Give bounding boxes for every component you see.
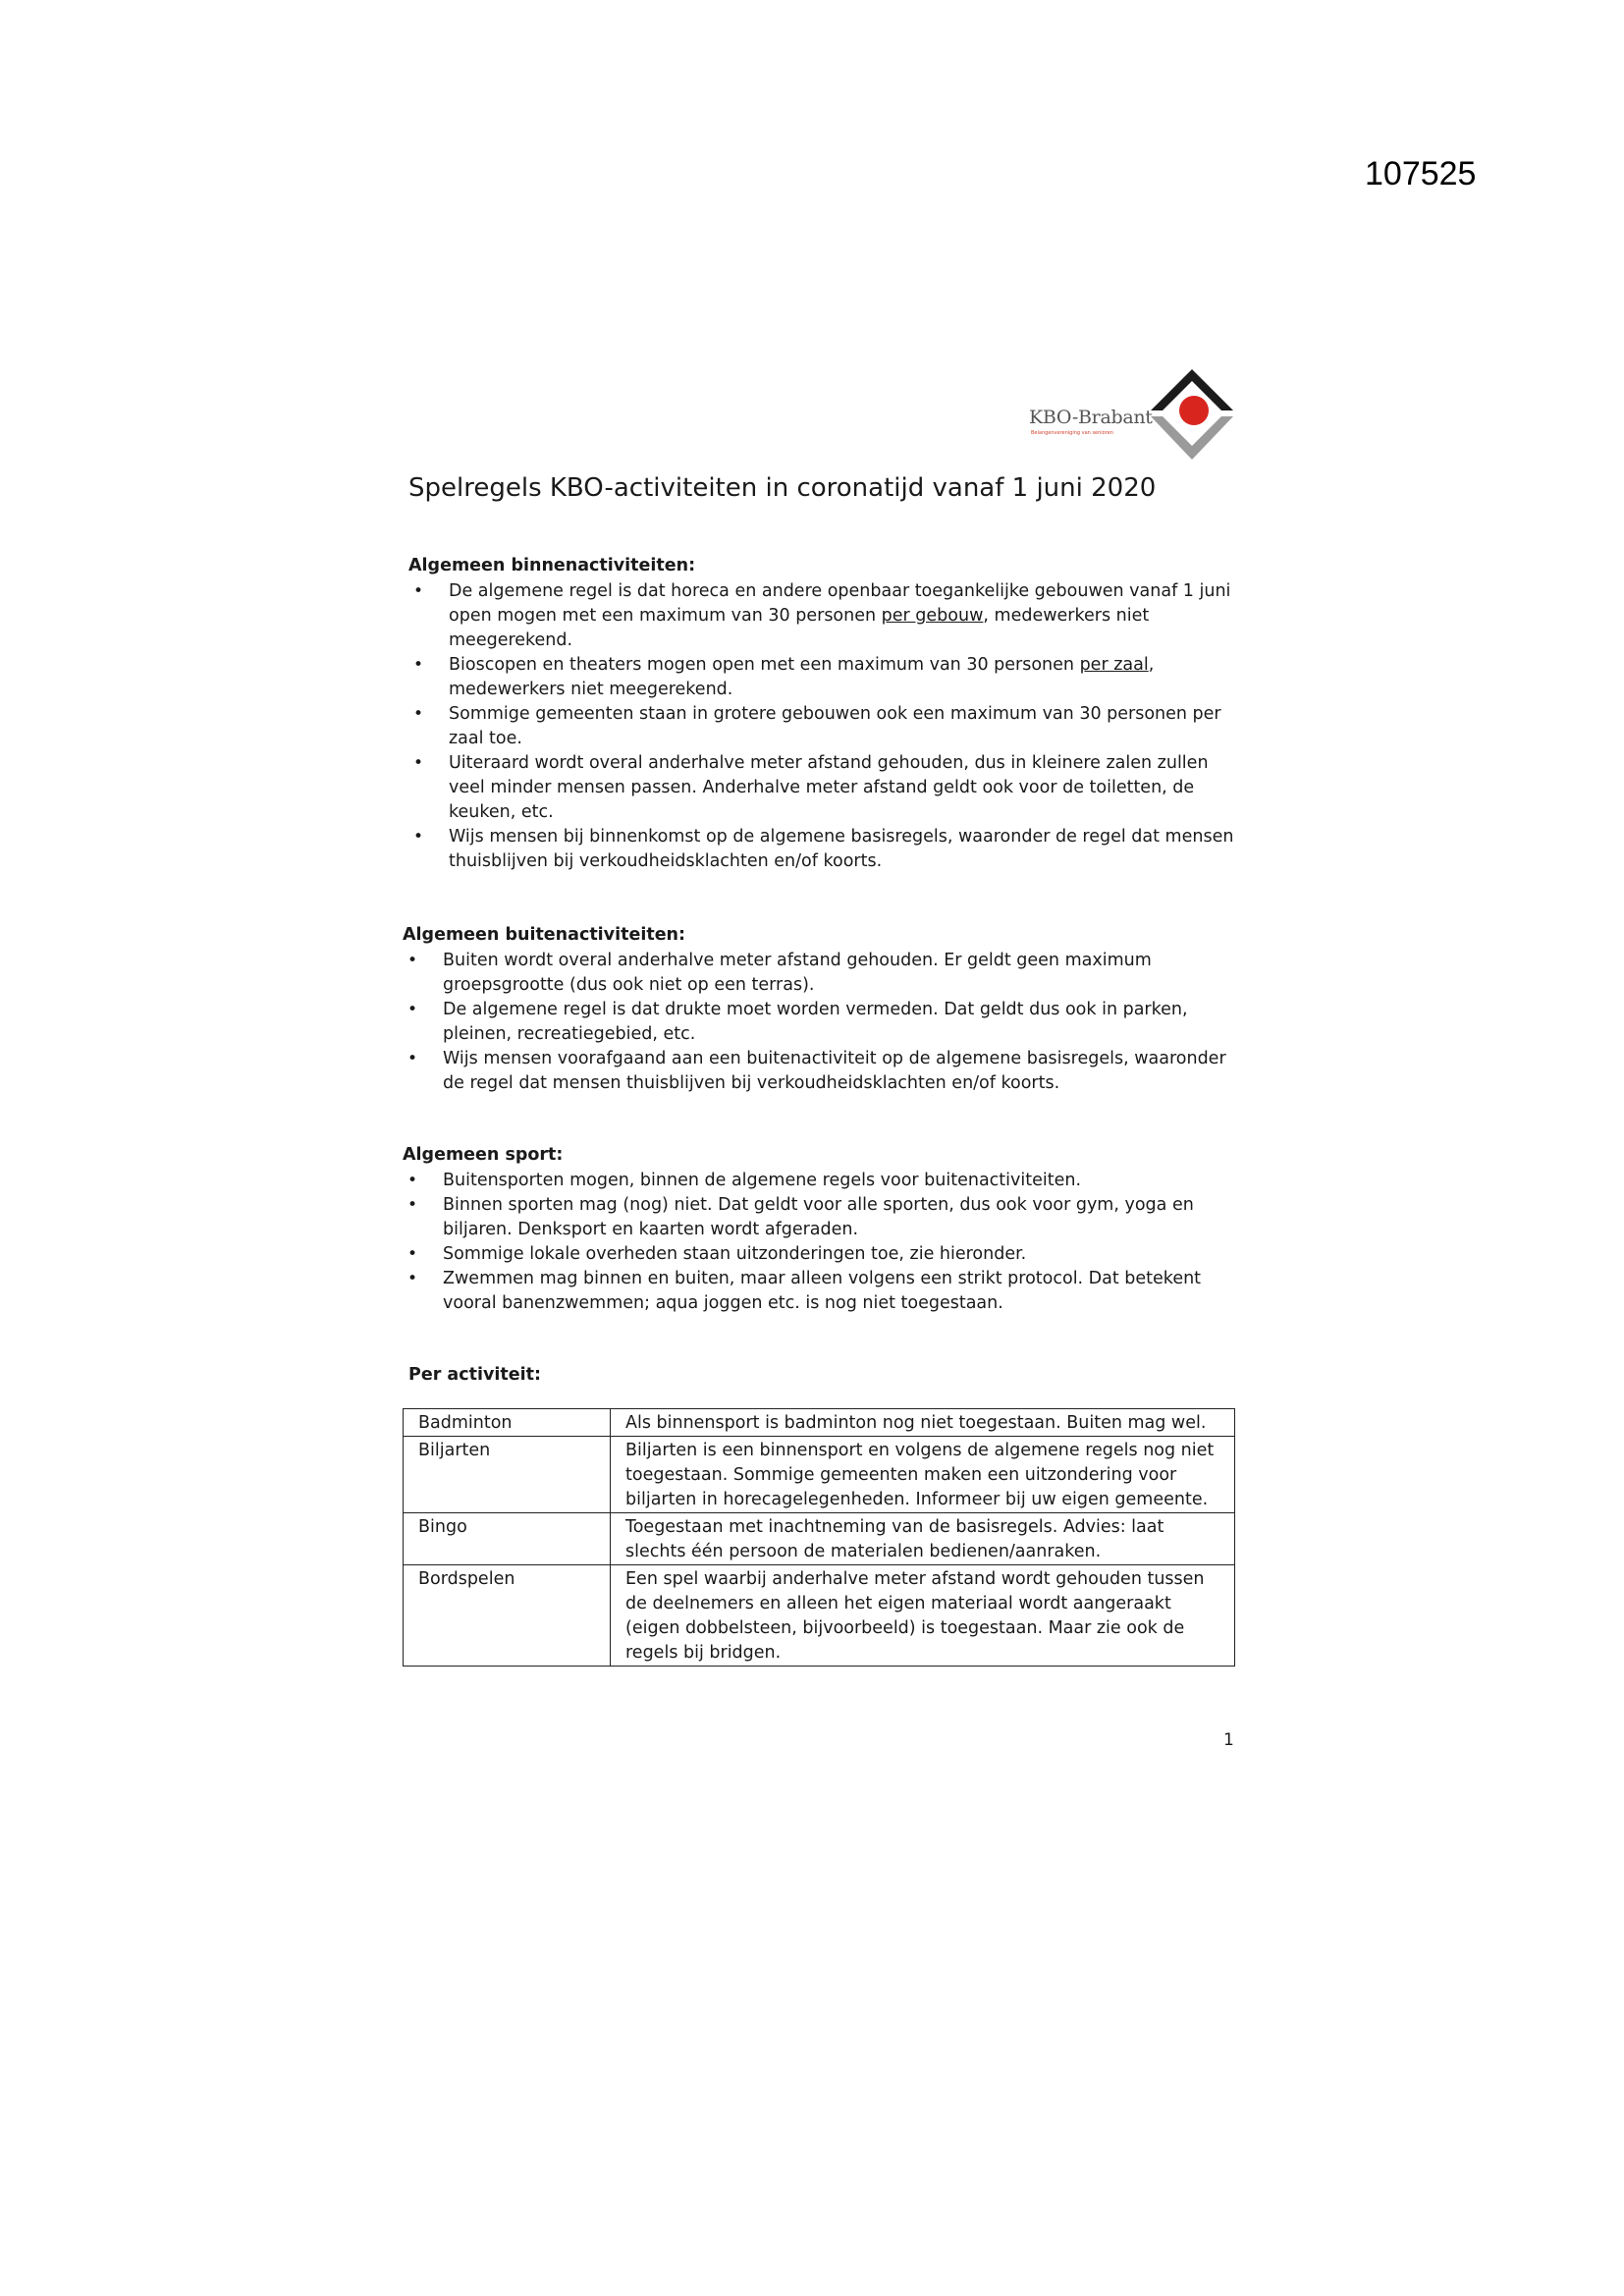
table-row bbox=[404, 1513, 1235, 1565]
section-heading: Algemeen binnenactiviteiten: bbox=[408, 556, 696, 575]
activity-name: Bordspelen bbox=[404, 1565, 611, 1667]
logo-tagline: Belangenvereniging van senioren bbox=[1031, 430, 1113, 436]
section-binnenactiviteiten bbox=[408, 556, 1253, 874]
list-item: • Wijs mensen voorafgaand aan een buitenactiviteit op de algemene basisregels, waaronder de regel dat mensen thuisblijven bij verkoudheidsklachten en/of koorts. bbox=[403, 1047, 1228, 1096]
list-item: • Buiten wordt overal anderhalve meter afstand gehouden. Er geldt geen maximum groepsgrootte (dus ook niet op een terras). bbox=[403, 949, 1228, 998]
activity-table bbox=[403, 1408, 1235, 1667]
table-row bbox=[404, 1565, 1235, 1667]
activity-rule: Als binnensport is badminton nog niet toegestaan. Buiten mag wel. bbox=[611, 1409, 1235, 1437]
activity-name: Biljarten bbox=[404, 1437, 611, 1513]
list-item: • Binnen sporten mag (nog) niet. Dat geldt voor alle sporten, dus ook voor gym, yoga en biljaren. Denksport en kaarten wordt afgeraden. bbox=[403, 1193, 1228, 1242]
activity-rule: Een spel waarbij anderhalve meter afstand wordt gehouden tussen de deelnemers en alleen het eigen materiaal wordt aangeraakt (eigen dobbelsteen, bijvoorbeeld) is toegestaan. Maar zie ook de regels bij bridgen. bbox=[611, 1565, 1235, 1667]
list-item: • Zwemmen mag binnen en buiten, maar alleen volgens een strikt protocol. Dat betekent vooral banenzwemmen; aqua joggen etc. is nog niet toegestaan. bbox=[403, 1267, 1228, 1316]
list-item: • Buitensporten mogen, binnen de algemene regels voor buitenactiviteiten. bbox=[403, 1169, 1228, 1193]
list-item: • Sommige gemeenten staan in grotere gebouwen ook een maximum van 30 personen per zaal toe. bbox=[408, 702, 1234, 751]
list-item: • Bioscopen en theaters mogen open met een maximum van 30 personen per zaal, medewerkers niet meegerekend. bbox=[408, 653, 1234, 702]
list-item: • De algemene regel is dat horeca en andere openbaar toegankelijke gebouwen vanaf 1 juni open mogen met een maximum van 30 personen per gebouw, medewerkers niet meegerekend. bbox=[408, 579, 1234, 653]
logo-name: KBO-Brabant bbox=[1029, 407, 1153, 428]
kbo-brabant-logo bbox=[1021, 367, 1235, 462]
list-item: • De algemene regel is dat drukte moet worden vermeden. Dat geldt dus ook in parken, pleinen, recreatiegebied, etc. bbox=[403, 998, 1228, 1047]
document-title: Spelregels KBO-activiteiten in coronatijd vanaf 1 juni 2020 bbox=[408, 473, 1157, 503]
activity-name: Badminton bbox=[404, 1409, 611, 1437]
section-sport bbox=[403, 1145, 1247, 1316]
document-id: 107525 bbox=[1365, 155, 1477, 192]
per-activity-heading: Per activiteit: bbox=[408, 1365, 541, 1385]
rule-list bbox=[403, 1169, 1247, 1316]
list-item: • Sommige lokale overheden staan uitzonderingen toe, zie hieronder. bbox=[403, 1242, 1228, 1267]
rule-list bbox=[408, 579, 1253, 874]
rule-list bbox=[403, 949, 1247, 1096]
section-buitenactiviteiten bbox=[403, 925, 1247, 1096]
table-row bbox=[404, 1437, 1235, 1513]
section-heading: Algemeen sport: bbox=[403, 1145, 564, 1165]
table-row bbox=[404, 1409, 1235, 1437]
section-heading: Algemeen buitenactiviteiten: bbox=[403, 925, 686, 945]
list-item: • Wijs mensen bij binnenkomst op de algemene basisregels, waaronder de regel dat mensen thuisblijven bij verkoudheidsklachten en/of koorts. bbox=[408, 825, 1234, 874]
list-item: • Uiteraard wordt overal anderhalve meter afstand gehouden, dus in kleinere zalen zullen veel minder mensen passen. Anderhalve meter afstand geldt ook voor de toiletten, de keuken, etc. bbox=[408, 751, 1234, 825]
activity-name: Bingo bbox=[404, 1513, 611, 1565]
activity-rule: Biljarten is een binnensport en volgens de algemene regels nog niet toegestaan. Sommige gemeenten maken een uitzondering voor biljarten in horecagelegenheden. Informeer bij uw eigen gemeente. bbox=[611, 1437, 1235, 1513]
logo-mark-icon bbox=[1149, 367, 1235, 462]
activity-rule: Toegestaan met inachtneming van de basisregels. Advies: laat slechts één persoon de materialen bedienen/aanraken. bbox=[611, 1513, 1235, 1565]
page-number: 1 bbox=[1223, 1730, 1234, 1750]
